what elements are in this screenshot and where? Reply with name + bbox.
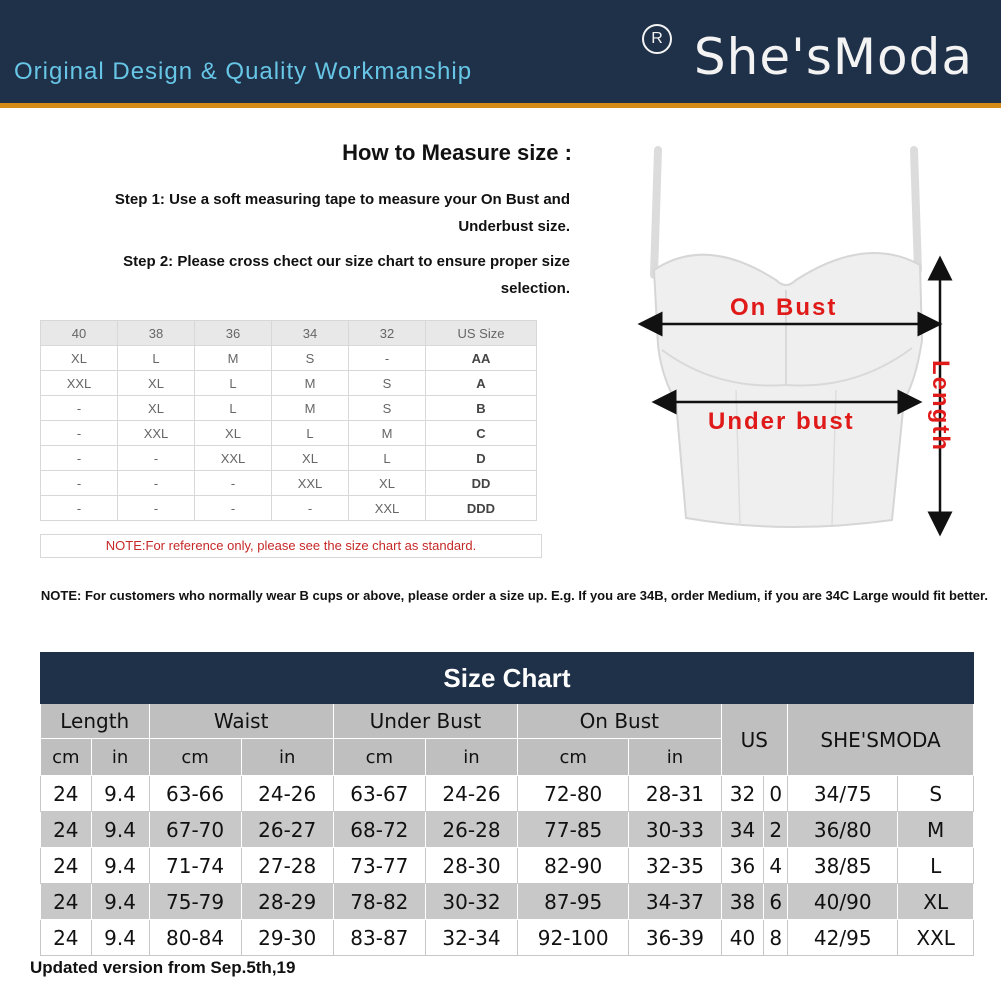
ref-header-cell: 40: [41, 321, 118, 346]
group-header-us: US: [721, 704, 788, 776]
size-cell: 24: [41, 884, 92, 920]
size-cell: 24: [41, 812, 92, 848]
ref-cup-cell: DD: [426, 471, 537, 496]
size-cell: 83-87: [333, 920, 425, 956]
size-cell: 75-79: [149, 884, 241, 920]
ref-header-cell: 32: [349, 321, 426, 346]
under-bust-label: Under bust: [708, 408, 855, 435]
unit-header: cm: [149, 739, 241, 776]
size-cell: 26-28: [425, 812, 517, 848]
ref-cell: M: [272, 396, 349, 421]
ref-cell: XL: [118, 396, 195, 421]
ref-cell: M: [272, 371, 349, 396]
size-cell: 67-70: [149, 812, 241, 848]
ref-cell: M: [349, 421, 426, 446]
left-strap: [654, 150, 658, 275]
ref-cell: L: [195, 396, 272, 421]
size-cell: 73-77: [333, 848, 425, 884]
ref-header-cell: 36: [195, 321, 272, 346]
ref-cell: XL: [41, 346, 118, 371]
ref-cell: XL: [195, 421, 272, 446]
registered-mark: R: [642, 24, 672, 54]
brand-logo: She'sModa: [693, 28, 973, 86]
size-cell: 24-26: [425, 776, 517, 812]
group-header-waist: Waist: [149, 704, 333, 739]
measure-step-1: Step 1: Use a soft measuring tape to measure your On Bust and Underbust size.: [114, 191, 570, 235]
ref-cell: -: [41, 471, 118, 496]
ref-cell: L: [349, 446, 426, 471]
size-chart-table: [40, 652, 974, 956]
size-cell: XXL: [898, 920, 974, 956]
size-cell: 82-90: [518, 848, 629, 884]
size-chart-group-row: [41, 704, 974, 739]
size-cell: 80-84: [149, 920, 241, 956]
table-row: [41, 396, 537, 421]
ref-cell: -: [41, 446, 118, 471]
ref-cell: S: [349, 371, 426, 396]
size-cell: 28-29: [241, 884, 333, 920]
ref-cell: -: [195, 496, 272, 521]
reference-header-row: [41, 321, 537, 346]
size-cell: 9.4: [91, 884, 149, 920]
ref-cell: XXL: [41, 371, 118, 396]
reference-size-table: [40, 320, 537, 521]
size-cell: 63-66: [149, 776, 241, 812]
size-cell: 38/85: [788, 848, 898, 884]
size-cell: L: [898, 848, 974, 884]
size-cell: 71-74: [149, 848, 241, 884]
ref-cell: M: [195, 346, 272, 371]
size-cell: S: [898, 776, 974, 812]
ref-cell: -: [118, 471, 195, 496]
size-cell: 92-100: [518, 920, 629, 956]
unit-header: in: [629, 739, 721, 776]
table-row: [41, 884, 974, 920]
size-cell: 40/90: [788, 884, 898, 920]
size-cell: 26-27: [241, 812, 333, 848]
ref-cell: XXL: [118, 421, 195, 446]
group-header-under-bust: Under Bust: [333, 704, 517, 739]
ref-cell: XXL: [349, 496, 426, 521]
ref-cell: -: [272, 496, 349, 521]
ref-cell: -: [195, 471, 272, 496]
size-chart-title-row: [41, 653, 974, 704]
size-cell: 40: [721, 920, 764, 956]
ref-cell: XL: [349, 471, 426, 496]
size-cell: 29-30: [241, 920, 333, 956]
unit-header: cm: [333, 739, 425, 776]
ref-header-cell: 38: [118, 321, 195, 346]
right-strap: [914, 150, 918, 270]
ref-cup-cell: A: [426, 371, 537, 396]
size-chart-title: Size Chart: [41, 653, 974, 704]
size-cell: 32: [721, 776, 764, 812]
tagline: Original Design & Quality Workmanship: [14, 58, 473, 85]
size-cell: 24: [41, 848, 92, 884]
size-cell: 36-39: [629, 920, 721, 956]
measure-step-2: Step 2: Please cross chect our size chart to ensure proper size selection.: [123, 253, 570, 297]
ref-cell: -: [349, 346, 426, 371]
size-cell: 34/75: [788, 776, 898, 812]
unit-header: in: [91, 739, 149, 776]
ref-cell: L: [272, 421, 349, 446]
size-cell: 42/95: [788, 920, 898, 956]
group-header-length: Length: [41, 704, 150, 739]
size-cell: 78-82: [333, 884, 425, 920]
size-cell: 30-33: [629, 812, 721, 848]
size-cell: 27-28: [241, 848, 333, 884]
size-cell: 0: [764, 776, 788, 812]
size-cell: 9.4: [91, 920, 149, 956]
ref-cup-cell: D: [426, 446, 537, 471]
length-label: Length: [927, 360, 954, 452]
ref-cell: -: [41, 396, 118, 421]
updated-version-note: Updated version from Sep.5th,19: [30, 958, 296, 977]
table-row: [41, 920, 974, 956]
size-cell: 72-80: [518, 776, 629, 812]
unit-header: cm: [518, 739, 629, 776]
table-row: [41, 496, 537, 521]
ref-cell: L: [195, 371, 272, 396]
size-cell: 9.4: [91, 812, 149, 848]
size-cell: 36/80: [788, 812, 898, 848]
ref-cell: XL: [118, 371, 195, 396]
ref-cell: -: [118, 496, 195, 521]
table-row: [41, 848, 974, 884]
size-cell: 24: [41, 776, 92, 812]
table-row: [41, 812, 974, 848]
size-cell: 32-35: [629, 848, 721, 884]
ref-cup-cell: AA: [426, 346, 537, 371]
size-cell: 32-34: [425, 920, 517, 956]
ref-cell: -: [118, 446, 195, 471]
size-cell: 38: [721, 884, 764, 920]
size-cell: 2: [764, 812, 788, 848]
size-cell: 8: [764, 920, 788, 956]
size-cell: 9.4: [91, 848, 149, 884]
bustier-diagram: [636, 140, 976, 540]
table-row: [41, 776, 974, 812]
size-cell: 87-95: [518, 884, 629, 920]
size-cell: 34: [721, 812, 764, 848]
ref-header-cell: US Size: [426, 321, 537, 346]
size-cell: 63-67: [333, 776, 425, 812]
unit-header: in: [241, 739, 333, 776]
reference-note: NOTE:For reference only, please see the size chart as standard.: [40, 534, 542, 558]
group-header-on-bust: On Bust: [518, 704, 721, 739]
on-bust-label: On Bust: [730, 294, 838, 321]
table-row: [41, 421, 537, 446]
table-row: [41, 346, 537, 371]
size-cell: 24-26: [241, 776, 333, 812]
ref-cell: L: [118, 346, 195, 371]
ref-cell: XXL: [272, 471, 349, 496]
table-row: [41, 446, 537, 471]
ref-cup-cell: B: [426, 396, 537, 421]
size-cell: 4: [764, 848, 788, 884]
size-cell: 28-30: [425, 848, 517, 884]
size-cell: XL: [898, 884, 974, 920]
ref-cup-cell: DDD: [426, 496, 537, 521]
size-cell: 36: [721, 848, 764, 884]
table-row: [41, 471, 537, 496]
size-cell: 30-32: [425, 884, 517, 920]
ref-cup-cell: C: [426, 421, 537, 446]
size-cell: 9.4: [91, 776, 149, 812]
size-cell: 28-31: [629, 776, 721, 812]
size-cell: 77-85: [518, 812, 629, 848]
banner-stripe: [0, 103, 1001, 108]
ref-cell: -: [41, 496, 118, 521]
ref-cell: -: [41, 421, 118, 446]
measure-title: How to Measure size :: [342, 140, 572, 165]
ref-cell: S: [272, 346, 349, 371]
table-row: [41, 371, 537, 396]
unit-header: in: [425, 739, 517, 776]
ref-cell: XXL: [195, 446, 272, 471]
size-cell: M: [898, 812, 974, 848]
size-cell: 6: [764, 884, 788, 920]
group-header-shesmoda: SHE'SMODA: [788, 704, 974, 776]
size-cell: 24: [41, 920, 92, 956]
ref-header-cell: 34: [272, 321, 349, 346]
size-cell: 68-72: [333, 812, 425, 848]
ref-cell: XL: [272, 446, 349, 471]
ref-cell: S: [349, 396, 426, 421]
fit-note: NOTE: For customers who normally wear B cups or above, please order a size up. E.g. If you are 34B, order Medium, if you are 34C Large would fit better.: [40, 588, 988, 603]
size-cell: 34-37: [629, 884, 721, 920]
unit-header: cm: [41, 739, 92, 776]
